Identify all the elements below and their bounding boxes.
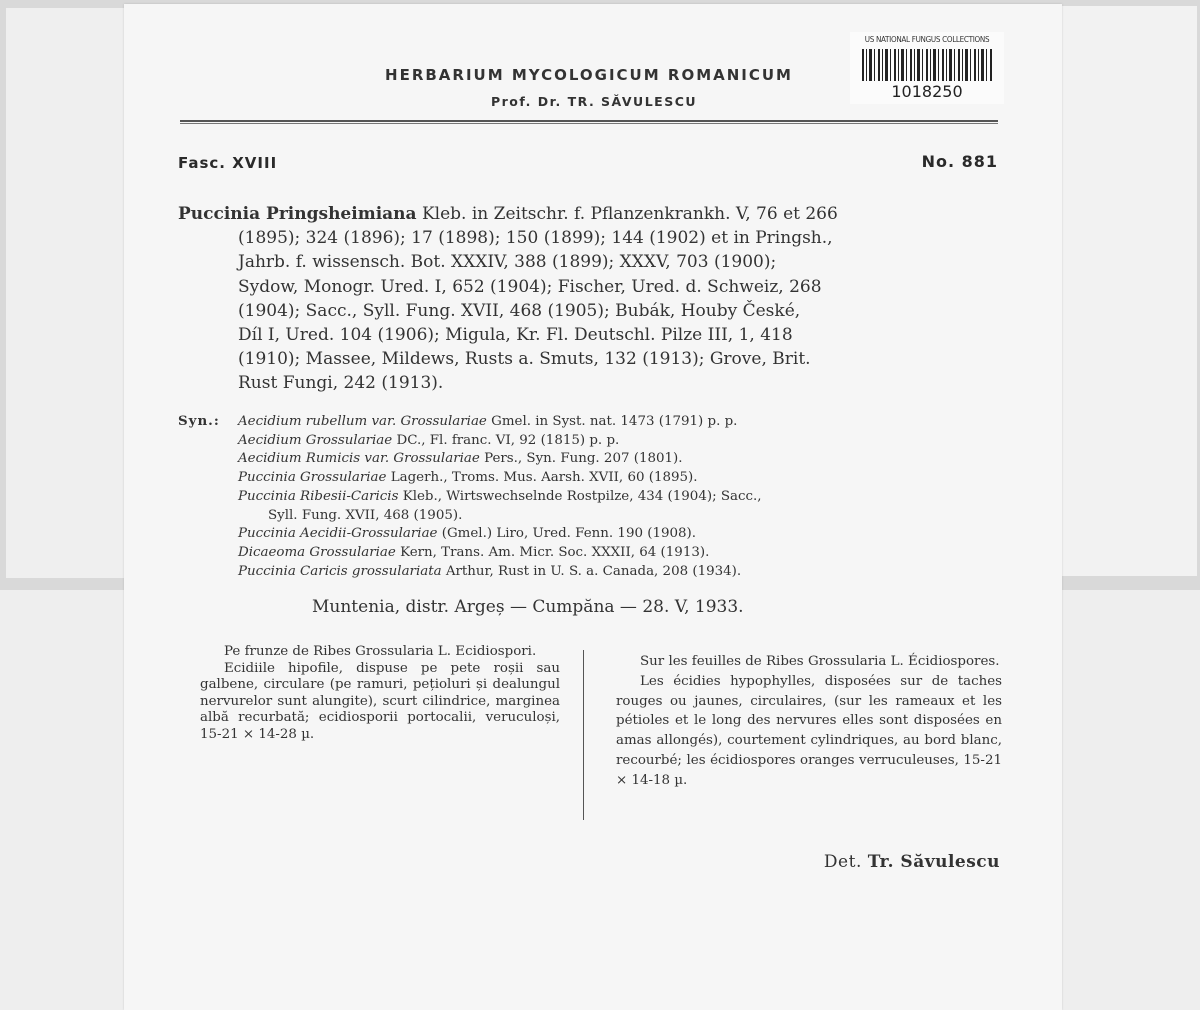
- synonyms-block: [178, 412, 1008, 581]
- synonym-name: Puccinia Grossulariae: [238, 470, 387, 486]
- synonym-ref: Gmel. in Syst. nat. 1473 (1791) p. p.: [491, 414, 738, 429]
- citation-line: (1895); 324 (1896); 17 (1898); 150 (1899); 144 (1902) et in Pringsh.,: [238, 228, 833, 249]
- description-paragraph: Sur les feuilles de Ribes Grossularia L. Écidiospores.: [640, 654, 1000, 669]
- synonym-name: Aecidium rubellum var. Grossulariae: [238, 414, 487, 429]
- citation-line: [178, 202, 998, 226]
- barcode-number: 1018250: [891, 82, 963, 101]
- citation-text: Kleb. in Zeitschr. f. Pflanzenkrankh. V, 76 et 266: [421, 204, 838, 224]
- herbarium-label: [124, 4, 1062, 1010]
- synonym-name: Dicaeoma Grossulariae: [238, 544, 396, 560]
- header-rule: [180, 120, 998, 124]
- synonym-row: [178, 469, 1008, 488]
- synonym-name: Puccinia Aecidii-Grossulariae: [238, 526, 438, 542]
- citation-line: Jahrb. f. wissensch. Bot. XXXIV, 388 (1899); XXXV, 703 (1900);: [238, 252, 777, 273]
- synonym-name: Puccinia Caricis grossulariata: [238, 563, 442, 579]
- synonym-ref: Arthur, Rust in U. S. a. Canada, 208 (1934).: [445, 563, 742, 579]
- description-paragraph: Ecidiile hipofile, dispuse pe pete roșii sau galbene, circulare (pe ramuri, pețioluri și dealungul nervurelor sunt alungite), scurt cilindrice, marginea albă recurbată; ecidiosporii portocalii, veruculoși, 15-21 × 14-28 µ.: [200, 660, 560, 742]
- synonym-name: Aecidium Rumicis var. Grossulariae: [238, 451, 480, 467]
- underlying-sheet-right: [1060, 6, 1197, 576]
- determiner-name: Tr. Săvulescu: [867, 852, 1000, 872]
- collection-locality: Muntenia, distr. Argeș — Cumpăna — 28. V, 1933.: [312, 597, 744, 617]
- description-french: [616, 652, 1002, 791]
- column-divider: [583, 650, 584, 820]
- citation-line: Rust Fungi, 242 (1913).: [238, 373, 444, 394]
- determiner: [704, 852, 1000, 872]
- description-paragraph: Les écidies hypophylles, disposées sur de taches rouges ou jaunes, circulaires, (sur les rameaux et les pétioles et le long des nervures elles sont disposées en amas allongés), courtement cylindriques, au bord blanc, recourbé; les écidiospores oranges verruculeuses, 15-21 × 14-18 µ.: [616, 673, 1002, 788]
- barcode-sticker: [850, 32, 1004, 104]
- citation-line: Díl I, Ured. 104 (1906); Migula, Kr. Fl. Deutschl. Pilze III, 1, 418: [238, 325, 793, 346]
- description-romanian: [200, 644, 560, 744]
- specimen-number: No. 881: [921, 152, 998, 171]
- citation-line: (1904); Sacc., Syll. Fung. XVII, 468 (1905); Bubák, Houby České,: [238, 300, 801, 321]
- fascicle: Fasc. XVIII: [178, 154, 278, 172]
- citation-line: (1910); Massee, Mildews, Rusts a. Smuts, 132 (1913); Grove, Brit.: [238, 349, 811, 370]
- citation-block: [178, 202, 998, 396]
- synonym-ref: Syll. Fung. XVII, 468 (1905).: [268, 507, 463, 523]
- synonym-row: [178, 488, 1008, 507]
- synonym-row: [178, 544, 1008, 563]
- herbarium-subtitle: Prof. Dr. TR. SĂVULESCU: [490, 94, 698, 109]
- synonym-row: [178, 525, 1008, 544]
- synonym-ref: Lagerh., Troms. Mus. Aarsh. XVII, 60 (1895).: [390, 470, 698, 486]
- citation-line: Sydow, Monogr. Ured. I, 652 (1904); Fischer, Ured. d. Schweiz, 268: [238, 276, 822, 297]
- synonym-row: [178, 412, 1008, 432]
- synonyms-label: Syn.:: [178, 413, 220, 429]
- synonym-name: Puccinia Ribesii-Caricis: [238, 488, 399, 504]
- herbarium-title: HERBARIUM MYCOLOGICUM ROMANICUM: [385, 66, 793, 84]
- barcode-icon: [862, 49, 994, 81]
- synonym-row: [178, 507, 1008, 526]
- determiner-prefix: Det.: [823, 852, 862, 872]
- synonym-name: Aecidium Grossulariae: [238, 432, 393, 448]
- synonym-ref: (Gmel.) Liro, Ured. Fenn. 190 (1908).: [441, 526, 697, 542]
- synonym-row: [178, 432, 1008, 451]
- synonym-row: [178, 450, 1008, 469]
- synonym-row: [178, 563, 1008, 582]
- barcode-organization: US NATIONAL FUNGUS COLLECTIONS: [864, 35, 990, 44]
- taxon-name: Puccinia Pringsheimiana: [178, 204, 417, 224]
- underlying-sheet-left: [6, 8, 126, 578]
- description-paragraph: Pe frunze de Ribes Grossularia L. Ecidiospori.: [224, 644, 537, 659]
- synonym-ref: Kern, Trans. Am. Micr. Soc. XXXII, 64 (1913).: [400, 544, 710, 560]
- synonym-ref: Pers., Syn. Fung. 207 (1801).: [484, 451, 683, 467]
- synonym-ref: Kleb., Wirtswechselnde Rostpilze, 434 (1904); Sacc.,: [402, 488, 762, 504]
- synonym-ref: DC., Fl. franc. VI, 92 (1815) p. p.: [396, 432, 620, 448]
